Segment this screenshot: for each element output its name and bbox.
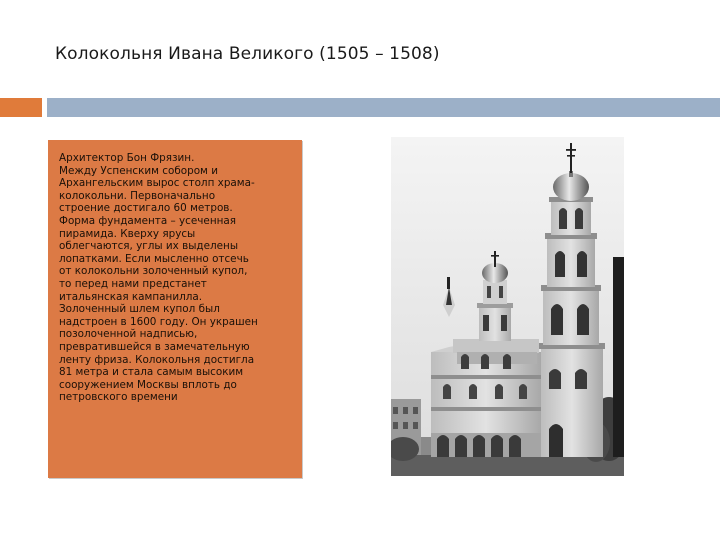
body-line: превратившейся в замечательную bbox=[59, 340, 250, 353]
body-line: лопатками. Если мысленно отсечь bbox=[59, 252, 249, 265]
body-line: сооружением Москвы вплоть до bbox=[59, 378, 237, 391]
text-panel bbox=[48, 140, 302, 478]
accent-bar bbox=[47, 98, 720, 117]
body-line: строение достигало 60 метров. bbox=[59, 202, 233, 215]
slide-title: Колокольня Ивана Великого (1505 – 1508) bbox=[55, 44, 440, 64]
body-line: Архангельским вырос столп храма- bbox=[59, 177, 255, 190]
body-line: 81 метра и стала самым высоким bbox=[59, 366, 244, 379]
body-line: Форма фундамента – усеченная bbox=[59, 214, 237, 227]
body-line: Золоченный шлем купол был bbox=[59, 303, 220, 316]
body-line: пирамида. Кверху ярусы bbox=[59, 227, 196, 240]
body-line: надстроен в 1600 году. Он украшен bbox=[59, 315, 258, 328]
body-line: то перед нами предстанет bbox=[59, 277, 207, 290]
body-line: облегчаются, углы их выделены bbox=[59, 240, 239, 253]
body-line: итальянская кампанилла. bbox=[59, 290, 203, 303]
body-line: колокольни. Первоначально bbox=[59, 189, 216, 202]
body-line: от колокольни золоченный купол, bbox=[59, 265, 248, 278]
body-line: Архитектор Бон Фрязин. bbox=[59, 152, 195, 164]
body-line: петровского времени bbox=[59, 391, 178, 404]
body-line: позолоченной надписью, bbox=[59, 328, 198, 341]
body-line: ленту фриза. Колокольня достигла bbox=[59, 353, 255, 366]
accent-square bbox=[0, 98, 42, 117]
body-line: Между Успенским собором и bbox=[59, 164, 218, 177]
bell-tower-photo bbox=[391, 137, 624, 476]
body-text bbox=[59, 152, 295, 404]
